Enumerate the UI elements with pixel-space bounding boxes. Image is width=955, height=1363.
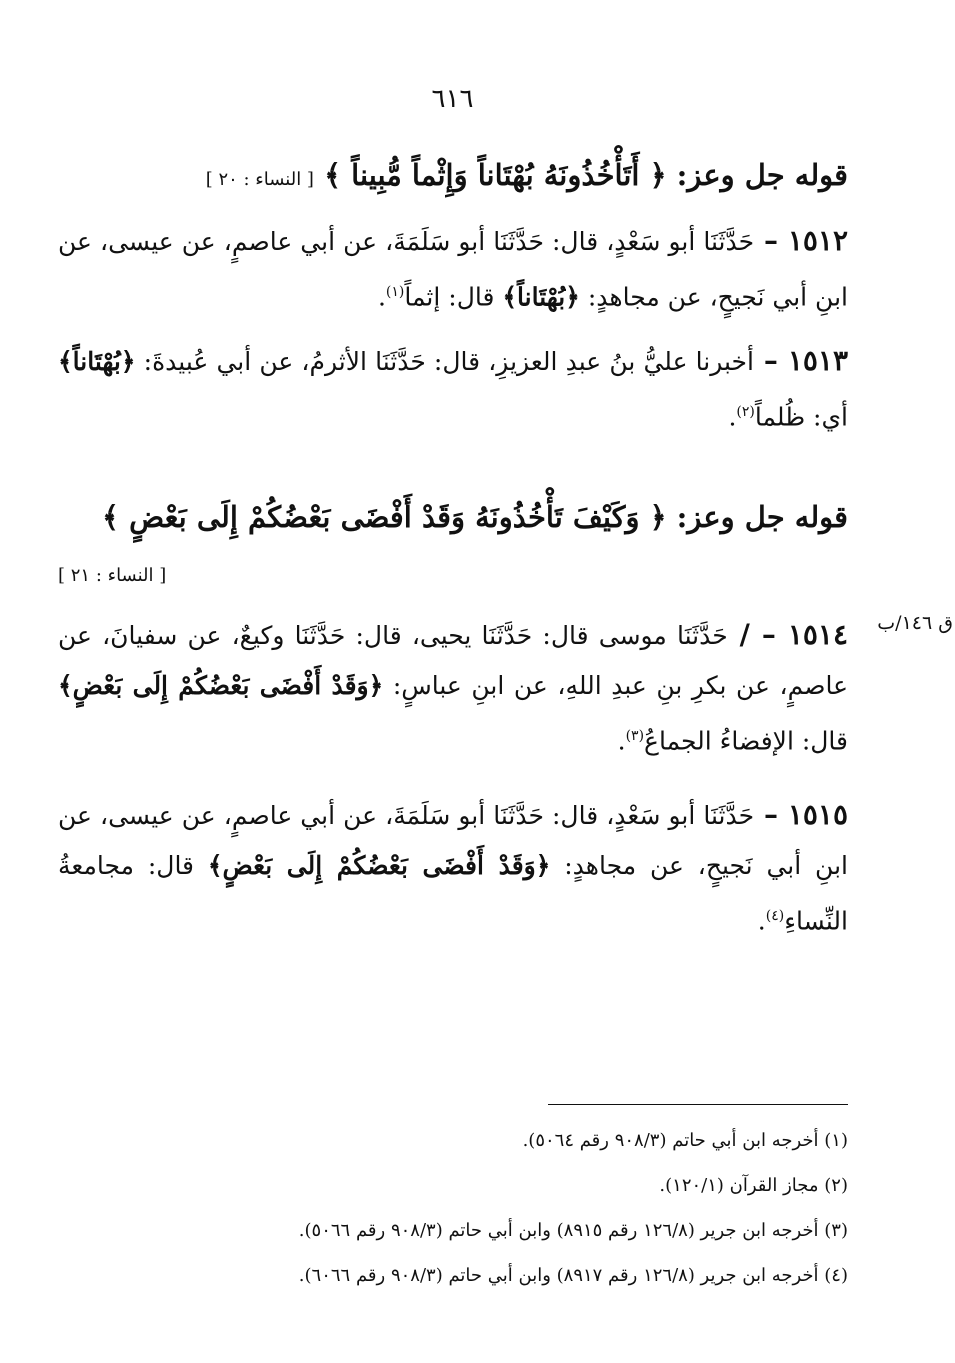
narration-quote: ﴿بُهْتَاناً﴾ xyxy=(502,282,580,312)
narration-text: أخبرنا عليُّ بنُ عبدِ العزيزِ، قال: حَدَّثَنَا الأثرمُ، عن أبي عُبيدةَ: xyxy=(135,347,754,376)
narration-dash: – xyxy=(754,798,788,831)
footnote-3: (٣) أخرجه ابن جرير (١٢٦/٨ رقم ٨٩١٥) وابن أبي حاتم (٩٠٨/٣ رقم ٥٠٦٦). xyxy=(298,1220,848,1241)
heading-prefix: قوله جل وعز: xyxy=(666,500,848,534)
narration-text-end: قال: الإفضاءُ الجماعُ xyxy=(644,726,848,756)
narration-dash: – xyxy=(753,344,788,377)
footnote-marker: (٤) xyxy=(765,908,785,924)
footnote-divider xyxy=(548,1104,848,1105)
narration-text: حَدَّثَنَا أبو سَعْدٍ، قال: حَدَّثَنَا أبو سَلَمَةَ، عن أبي عاصمٍ، عن عيسى، عن ابنِ أبي نَجيحٍ، عن مجاهدٍ: xyxy=(58,227,848,312)
narration-number: ١٥١٤ xyxy=(787,618,848,651)
narration-text-end: أي: ظُلماً xyxy=(754,402,848,432)
heading-verse: ﴿ وَكَيْفَ تَأْخُذُونَهُ وَقَدْ أَفْضَى بَعْضُكُمْ إِلَى بَعْضٍ ﴾ xyxy=(102,500,667,534)
footnote-4: (٤) أخرجه ابن جرير (١٢٦/٨ رقم ٨٩١٧) وابن أبي حاتم (٩٠٨/٣ رقم ٦٠٦٦). xyxy=(298,1265,848,1286)
footnotes xyxy=(58,1118,848,1298)
narration-quote: ﴿بُهْتَاناً﴾ xyxy=(58,347,136,376)
narration-dash: – / xyxy=(727,618,788,651)
heading-ref: [ النساء : ٢٠ ] xyxy=(205,169,314,190)
narration-period: . xyxy=(757,906,766,936)
narration-text-end: قال: إثماً xyxy=(404,282,503,312)
footnote-2: (٢) مجاز القرآن (١٢٠/١). xyxy=(659,1175,848,1196)
narration-dash: – xyxy=(754,224,788,257)
page-number: ٦١٦ xyxy=(431,84,474,114)
footnote-marker: (٣) xyxy=(625,728,645,744)
footnote-1: (١) أخرجه ابن أبي حاتم (٩٠٨/٣ رقم ٥٠٦٤). xyxy=(522,1130,848,1151)
section-heading-2 xyxy=(58,492,848,542)
narration-text-end: قال: مجامعةُ النِّساءِ xyxy=(58,851,848,936)
heading-verse: ﴿ أَتَأْخُذُونَهُ بُهْتَاناً وَإِثْماً مُّبِيناً ﴾ xyxy=(324,158,667,192)
narration-1512 xyxy=(58,216,848,322)
section-heading-1 xyxy=(58,150,848,205)
narration-quote: ﴿وَقَدْ أَفْضَى بَعْضُكُمْ إِلَى بَعْضٍ﴾ xyxy=(58,671,384,700)
footnote-marker: (٢) xyxy=(736,404,755,420)
narration-period: . xyxy=(377,282,386,312)
narration-period: . xyxy=(617,726,626,756)
narration-text: حَدَّثَنَا أبو سَعْدٍ، قال: حَدَّثَنَا أبو سَلَمَةَ، عن أبي عاصمٍ، عن عيسى، عن ابنِ أبي نَجيحٍ، عن مجاهدٍ: xyxy=(58,801,848,880)
narration-text: حَدَّثَنَا موسى قال: حَدَّثَنَا يحيى، قال: حَدَّثَنَا وكيعٌ، عن سفيانَ، عن عاصمٍ، عن بكرِ بنِ عبدِ اللهِ، عن ابنِ عباسٍ: xyxy=(58,621,848,700)
narration-1513 xyxy=(58,336,848,442)
narration-1514 xyxy=(58,610,848,766)
narration-period: . xyxy=(728,402,737,432)
manuscript-folio-note: ق ١٤٦/ب xyxy=(877,612,953,634)
section-heading-2-ref: [ النساء : ٢١ ] xyxy=(58,565,167,586)
heading-prefix: قوله جل وعز: xyxy=(666,158,848,192)
narration-number: ١٥١٥ xyxy=(787,798,848,831)
narration-number: ١٥١٣ xyxy=(787,344,848,377)
narration-quote: ﴿وَقَدْ أَفْضَى بَعْضُكُمْ إِلَى بَعْضٍ﴾ xyxy=(207,851,551,880)
narration-1515 xyxy=(58,790,848,946)
footnote-marker: (١) xyxy=(385,284,405,300)
narration-number: ١٥١٢ xyxy=(787,224,848,257)
